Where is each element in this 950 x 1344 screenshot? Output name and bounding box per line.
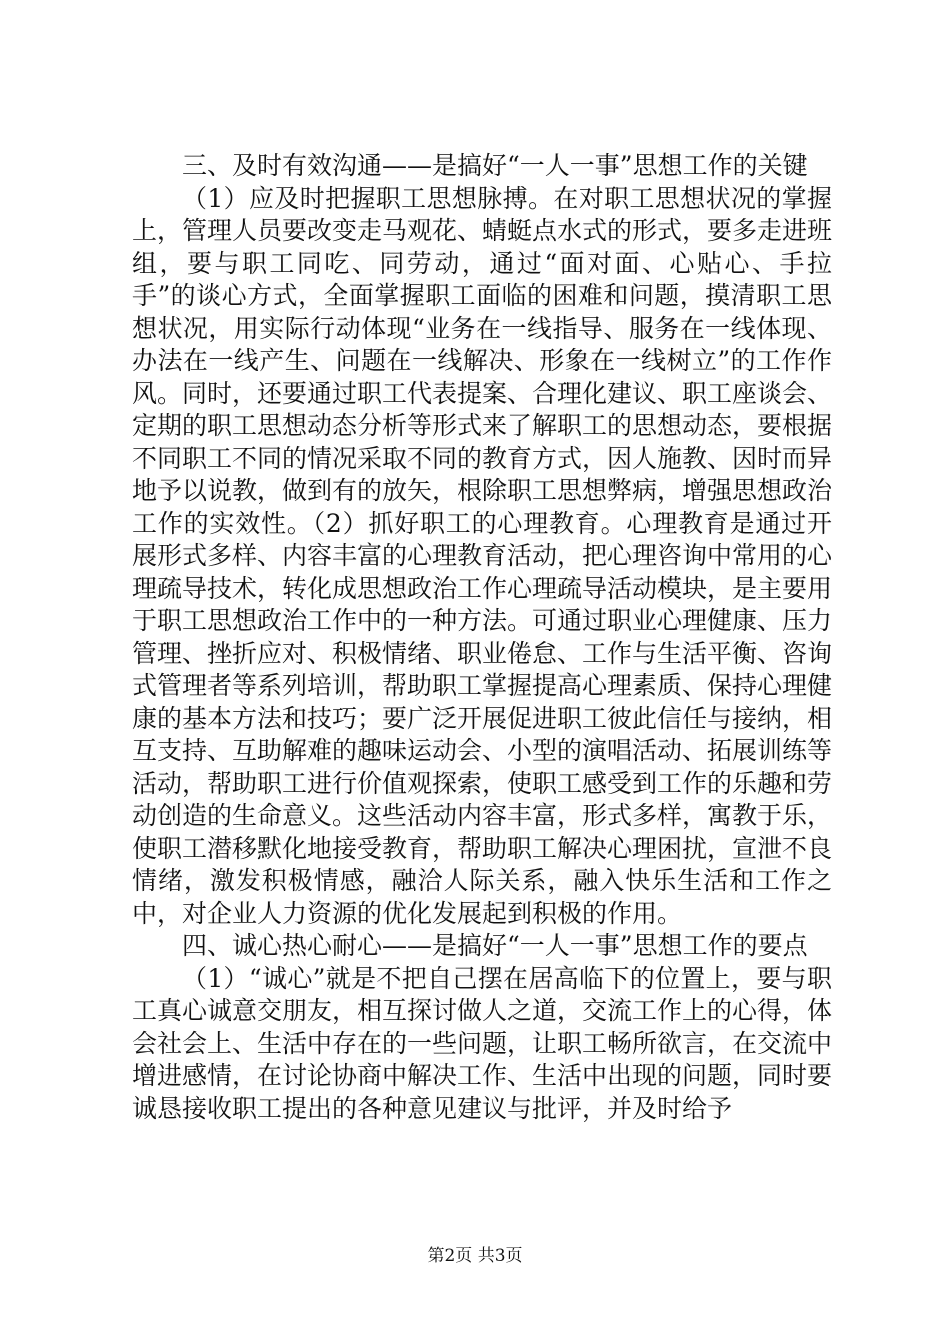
body-paragraph: （1）应及时把握职工思想脉搏。在对职工思想状况的掌握上，管理人员要改变走马观花、蜻蜓点水式的形式，要多走进班组，要与职工同吃、同劳动，通过“面对面、心贴心、手拉手”的谈心方式，全面掌握职工面临的困难和问题，摸清职工思想状况，用实际行动体现“业务在一线指导、服务在一线体现、办法在一线产生、问题在一线解决、形象在一线树立”的工作作风。同时，还要通过职工代表提案、合理化建议、职工座谈会、定期的职工思想动态分析等形式来了解职工的思想动态，要根据不同职工不同的情况采取不同的教育方式，因人施教、因时而异地予以说教，做到有的放矢，根除职工思想弊病，增强思想政治工作的实效性。（2）抓好职工的心理教育。心理教育是通过开展形式多样、内容丰富的心理教育活动，把心理咨询中常用的心理疏导技术，转化成思想政治工作心理疏导活动模块，是主要用于职工思想政治工作中的一种方法。可通过职业心理健康、压力管理、挫折应对、积极情绪、职业倦怠、工作与生活平衡、咨询式管理者等系列培训，帮助职工掌握提高心理素质、保持心理健康的基本方法和技巧；要广泛开展促进职工彼此信任与接纳，相互支持、互助解难的趣味运动会、小型的演唱活动、拓展训练等活动，帮助职工进行价值观探索，使职工感受到工作的乐趣和劳动创造的生命意义。这些活动内容丰富，形式多样，寓教于乐，使职工潜移默化地接受教育，帮助职工解决心理困扰，宣泄不良情绪，激发积极情感，融洽人际关系，融入快乐生活和工作之中，对企业人力资源的优化发展起到积极的作用。 [132,183,833,928]
section-heading-3: 三、及时有效沟通——是搞好“一人一事”思想工作的关键 [182,151,808,180]
page-number-footer: 第2页 共3页 [427,1246,523,1266]
document-body [132,150,832,1125]
section-heading-4: 四、诚心热心耐心——是搞好“一人一事”思想工作的要点 [182,931,808,960]
body-paragraph: （1）“诚心”就是不把自己摆在居高临下的位置上，要与职工真心诚意交朋友，相互探讨做人之道，交流工作上的心得，体会社会上、生活中存在的一些问题，让职工畅所欲言，在交流中增进感情，在讨论协商中解决工作、生活中出现的问题，同时要诚恳接收职工提出的各种意见建议与批评，并及时给予 [132,963,833,1123]
